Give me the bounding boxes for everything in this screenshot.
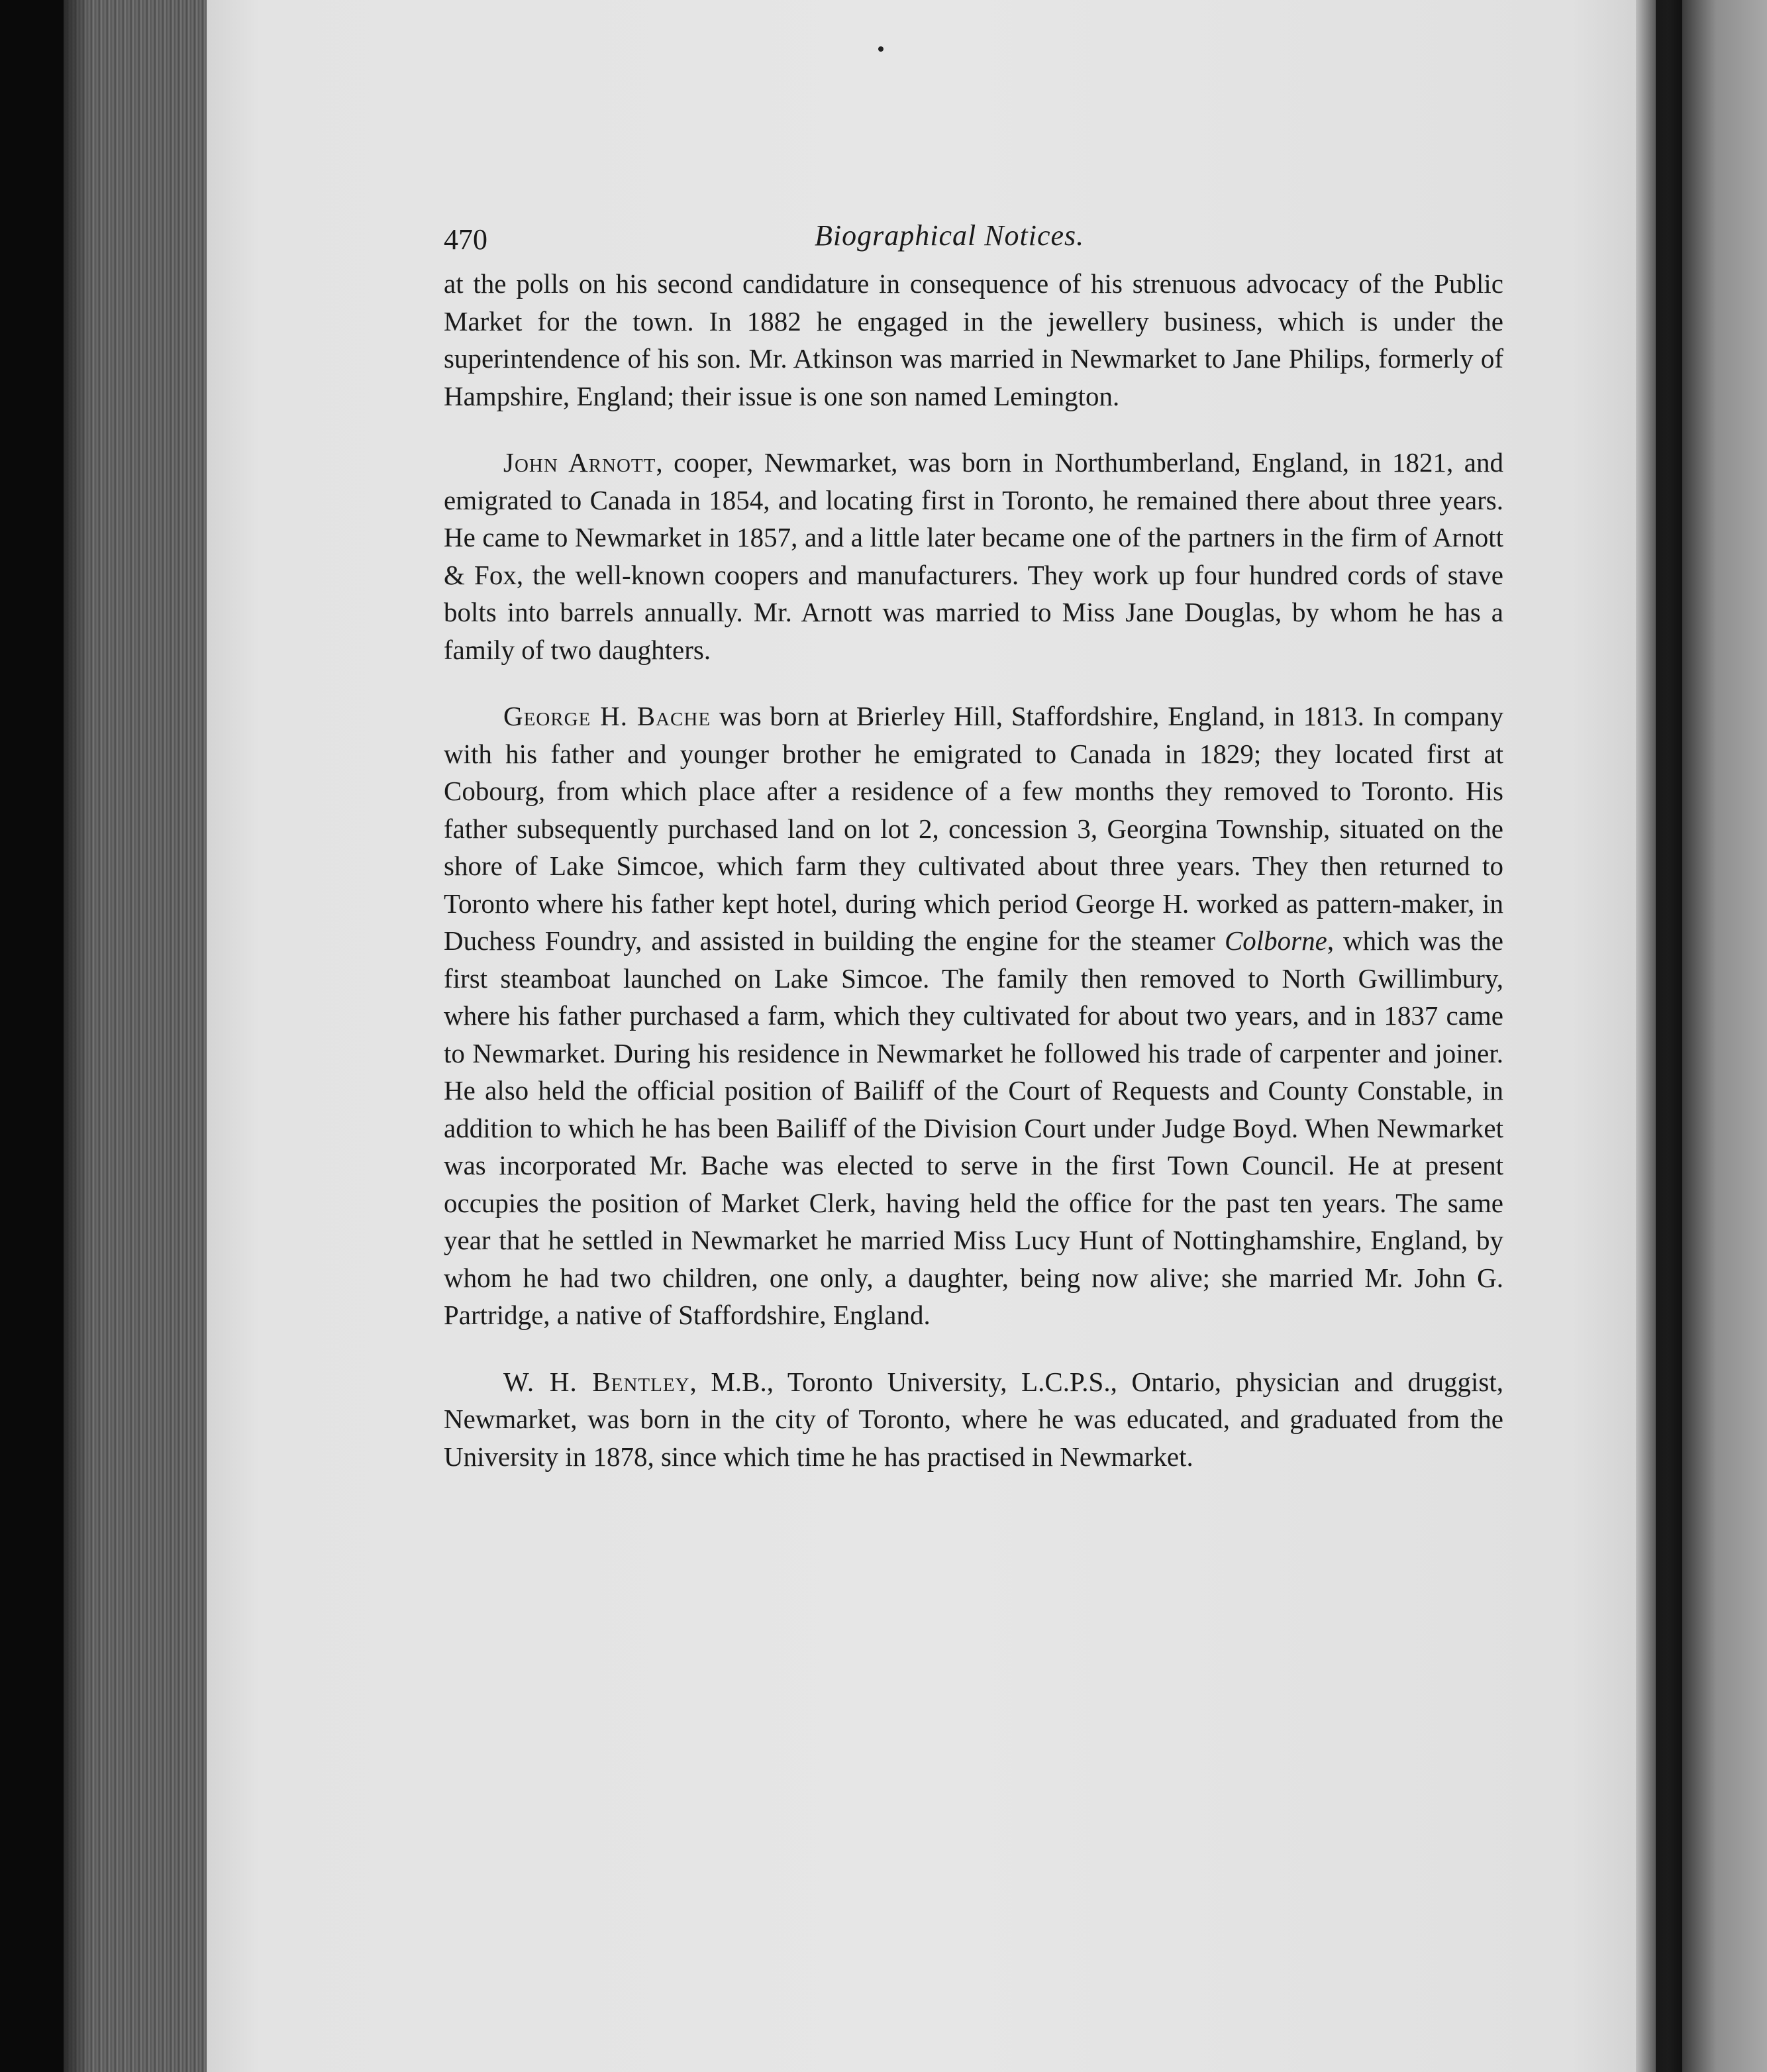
entry-text: , M.B., Toronto University, L.C.P.S., Ontario, physician and druggist, Newmarket, was born in the city of Toronto, where he was educated, and graduated from the University in 1878, since which time he has practised in Newmarket. [444, 1366, 1503, 1472]
entry-name: John Arnott [503, 447, 656, 478]
paragraph-text: at the polls on his second candidature in consequence of his strenuous advocacy of the Public Market for the town. In 1882 he engaged in the jewellery business, which is under the superintendence of his son. Mr. Atkinson was married in Newmarket to Jane Philips, formerly of Hampshire, England; their issue is one son named Lemington. [444, 268, 1503, 411]
running-head [444, 212, 1503, 265]
entry-name: George H. Bache [503, 701, 711, 731]
entry-name: W. H. Bentley [503, 1366, 690, 1397]
page-number: 470 [444, 223, 487, 256]
steamer-name: Colborne [1224, 925, 1327, 956]
entry-text: , cooper, Newmarket, was born in Northumberland, England, in 1821, and emigrated to Canada in 1854, and locating first in Toronto, he remained there about three years. He came to Newmarket in 1857, and a little later became one of the partners in the firm of Arnott & Fox, the well-known coopers and manufacturers. They work up four hundred cords of stave bolts into barrels annually. Mr. Arnott was married to Miss Jane Douglas, by whom he has a family of two daughters. [444, 447, 1503, 665]
entry-wh-bentley [444, 1363, 1503, 1476]
facing-page-edge [1682, 0, 1767, 2072]
edge-shadow [64, 0, 90, 2072]
entry-john-arnott [444, 444, 1503, 668]
ink-speck [878, 46, 883, 52]
entry-text-continued: , which was the first steamboat launched on Lake Simcoe. The family then removed to North Gwillimbury, where his father purchased a farm, which they cultivated for about two years, and in 1837 came to Newmarket. During his residence in Newmarket he followed his trade of carpenter and joiner. He also held the official position of Bailiff of the Court of Requests and County Constable, in addition to which he has been Bailiff of the Division Court under Judge Boyd. When Newmarket was incorporated Mr. Bache was elected to serve in the first Town Council. He at present occupies the position of Market Clerk, having held the office for the past ten years. The same year that he settled in Newmarket he married Miss Lucy Hunt of Nottinghamshire, England, by whom he had two children, one only, a daughter, being now alive; she married Mr. John G. Partridge, a native of Staffordshire, England. [444, 925, 1503, 1330]
book-gutter [1636, 0, 1682, 2072]
running-title: Biographical Notices. [815, 219, 1085, 252]
paragraph-atkinson-continued [444, 265, 1503, 415]
entry-text: was born at Brierley Hill, Staffordshire, England, in 1813. In company with his father and younger brother he emigrated to Canada in 1829; they located first at Cobourg, from which place after a residence of a few months they removed to Toronto. His father subsequently purchased land on lot 2, concession 3, Georgina Township, situated on the shore of Lake Simcoe, which farm they cultivated about three years. They then returned to Toronto where his father kept hotel, during which period George H. worked as pattern-maker, in Duchess Foundry, and assisted in building the engine for the steamer [444, 701, 1503, 956]
page-content [444, 212, 1503, 1475]
entry-george-bache [444, 698, 1503, 1334]
